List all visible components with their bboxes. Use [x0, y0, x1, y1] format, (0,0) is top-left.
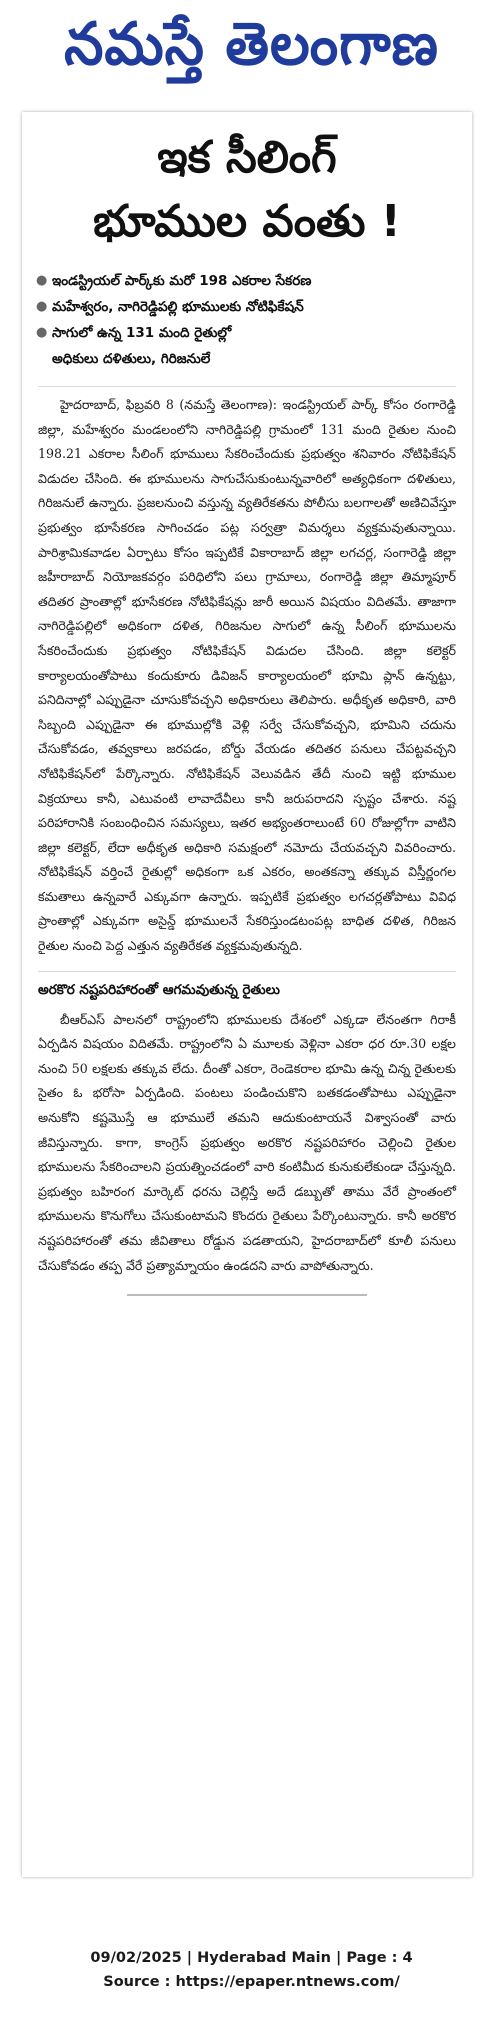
bullet-dot-icon: ● — [36, 273, 48, 288]
bullet-item — [36, 320, 456, 346]
footer-date-edition: 09/02/2025 | Hyderabad Main | Page : 4 — [90, 1950, 413, 1966]
bullet-text: మహేశ్వరం, నాగిరెడ్డిపల్లి భూములకు నోటిఫికేషన్ — [52, 299, 304, 315]
news-clipping — [22, 112, 472, 1877]
headline-line-2: భూముల వంతు ! — [93, 196, 401, 247]
newspaper-masthead: నమస్తే తెలంగాణ — [64, 10, 439, 79]
headline — [32, 126, 462, 254]
highlight-bullets — [22, 268, 472, 372]
footer-source: Source : https://epaper.ntnews.com/ — [103, 1974, 400, 1990]
section-subhead: అరకొర నష్టపరిహారంతో ఆగమవుతున్న రైతులు — [38, 971, 456, 1002]
end-divider — [127, 1294, 367, 1296]
article-body: హైదరాబాద్, ఫిబ్రవరి 8 (నమస్తే తెలంగాణ): ఇండస్ట్రియల్ పార్క్ కోసం రంగారెడ్డి జిల్లా, మహేశ్వరం మండలంలోని నాగిరెడ్డిపల్లి గ్రామంలో 131 మంది రైతుల నుంచి 198.21 ఎకరాల సీలింగ్ భూములు సేకరించేందుకు ప్రభుత్వం శనివారం నోటిఫికేషన్ విడుదల చేసింది. ఈ భూములను సాగుచేసుకుంటున్నవారిలో అత్యధికంగా దళితులు, గిరిజనులే ఉన్నారు. ప్రజలనుంచి వస్తున్న వ్యతిరేకతను పోలీసు బలగాలతో అణిచివేస్తూ ప్రభుత్వం భూసేకరణ సాగించడం పట్ల సర్వత్రా విమర్శలు వ్యక్తమవుతున్నాయి. పారిశ్రామికవాడల ఏర్పాటు కోసం ఇప్పటికే వికారాబాద్ జిల్లా లగచర్ల, సంగారెడ్డి జిల్లా జహీరాబాద్ నియోజకవర్గం పరిధిలోని పలు గ్రామాలు, రంగారెడ్డి జిల్లా తిమ్మాపూర్ తదితర ప్రాంతాల్లో భూసేకరణ నోటిఫికేషన్లు జారీ అయిన విషయం విదితమే. తాజాగా నాగిరెడ్డిపల్లిలో అధికంగా దళిత, గిరిజనుల సాగులో ఉన్న సీలింగ్ భూములను సేకరించేందుకు ప్రభుత్వం నోటిఫికేషన్ విడుదల చేసింది. జిల్లా కలెక్టర్ కార్యాలయంతోపాటు కందుకూరు డివిజన్ కార్యాలయంలో భూమి ప్లాన్ ఉన్నట్టు, పనిదినాల్లో ఎప్పుడైనా చూసుకోవచ్చని అధికారులు తెలిపారు. అధీకృత అధికారి, వారి సిబ్బంది ఎప్పుడైనా ఈ భూముల్లోకి వెళ్లి సర్వే చేసుకోవచ్చని, భూమిని చదును చేసుకోవడం, తవ్వకాలు జరపడం, బోర్డు వేయడం తదితర పనులు చేపట్టవచ్చని నోటిఫికేషన్‌లో పేర్కొన్నారు. నోటిఫికేషన్ వెలువడిన తేదీ నుంచి ఇట్టి భూముల విక్రయాలు కానీ, ఎటువంటి లావాదేవీలు కానీ జరుపరాదని స్పష్టం చేశారు. నష్ట పరిహారానికి సంబంధించిన సమస్యలు, ఇతర అభ్యంతరాలుంటే 60 రోజుల్లోగా వాటిని జిల్లా కలెక్టర్, లేదా అధీకృత అధికారి సమక్షంలో నమోదు చేయవచ్చని వివరించారు. నోటిఫికేషన్ వర్తించే రైతుల్లో అధికంగా ఒక ఎకరం, అంతకన్నా తక్కువ విస్తీర్ణంగల కమతాలు ఉన్నవారే ఎక్కువగా ఉన్నారు. ఇప్పటికే ప్రభుత్వం లగచర్లతోపాటు వివిధ ప్రాంతాల్లో ఎక్కువగా అసైన్డ్ భూములనే సేకరిస్తుండటంపట్ల బాధిత దళిత, గిరిజన రైతుల నుంచి పెద్ద ఎత్తున వ్యతిరేకత వ్యక్తమవుతున్నది. — [38, 397, 456, 954]
bullet-text: ఇండస్ట్రియల్ పార్క్‌కు మరో 198 ఎకరాల సేకరణ — [52, 273, 312, 289]
article-body-2: బీఆర్ఎస్ పాలనలో రాష్ట్రంలోని భూములకు దేశంలో ఎక్కడా లేనంతగా గిరాకీ ఏర్పడిన విషయం విదితమే. రాష్ట్రంలోని ఏ మూలకు వెళ్లినా ఎకరా ధర రూ.30 లక్షల నుంచి 50 లక్షలకు తక్కువ లేదు. దీంతో ఎకరా, రెండెకరాల భూమి ఉన్న చిన్న రైతులకు సైతం ఓ భరోసా ఏర్పడింది. పంటలు పండించుకొని బతకడంతోపాటు ఎప్పుడైనా అనుకోని కష్టమొస్తే ఆ భూములే తమని ఆదుకుంటాయనే విశ్వాసంతో వారు జీవిస్తున్నారు. కాగా, కాంగ్రెస్ ప్రభుత్వం అరకొర నష్టపరిహారం చెల్లించి రైతుల భూములను సేకరించాలని ప్రయత్నించడంలో వారి కంటిమీద కునుకులేకుండా చేస్తున్నది. ప్రభుత్వం బహిరంగ మార్కెట్ ధరను చెల్లిస్తే అదే డబ్బుతో తాము వేరే ప్రాంతంలో భూములను కొనుగోలు చేసుకుంటామని కొందరు రైతులు పేర్కొంటున్నారు. కానీ అరకొర నష్టపరిహారంతో తమ జీవితాలు రోడ్డున పడతాయని, హైదరాబాద్‌లో కూలీ పనులు చేసుకోవడం తప్ప వేరే ప్రత్యామ్నాయం ఉండదని వారు వాపోతున్నారు. — [38, 1011, 456, 1273]
divider — [38, 386, 456, 387]
headline-line-1: ఇక సీలింగ్ — [157, 132, 337, 183]
bullet-continuation: అధికులు దళితులు, గిరిజనులే — [52, 351, 211, 367]
bullet-dot-icon: ● — [36, 325, 48, 340]
bullet-item — [36, 294, 456, 320]
bullet-dot-icon: ● — [36, 299, 48, 314]
bullet-item — [36, 268, 456, 294]
bullet-text: సాగులో ఉన్న 131 మంది రైతుల్లో — [52, 325, 232, 341]
